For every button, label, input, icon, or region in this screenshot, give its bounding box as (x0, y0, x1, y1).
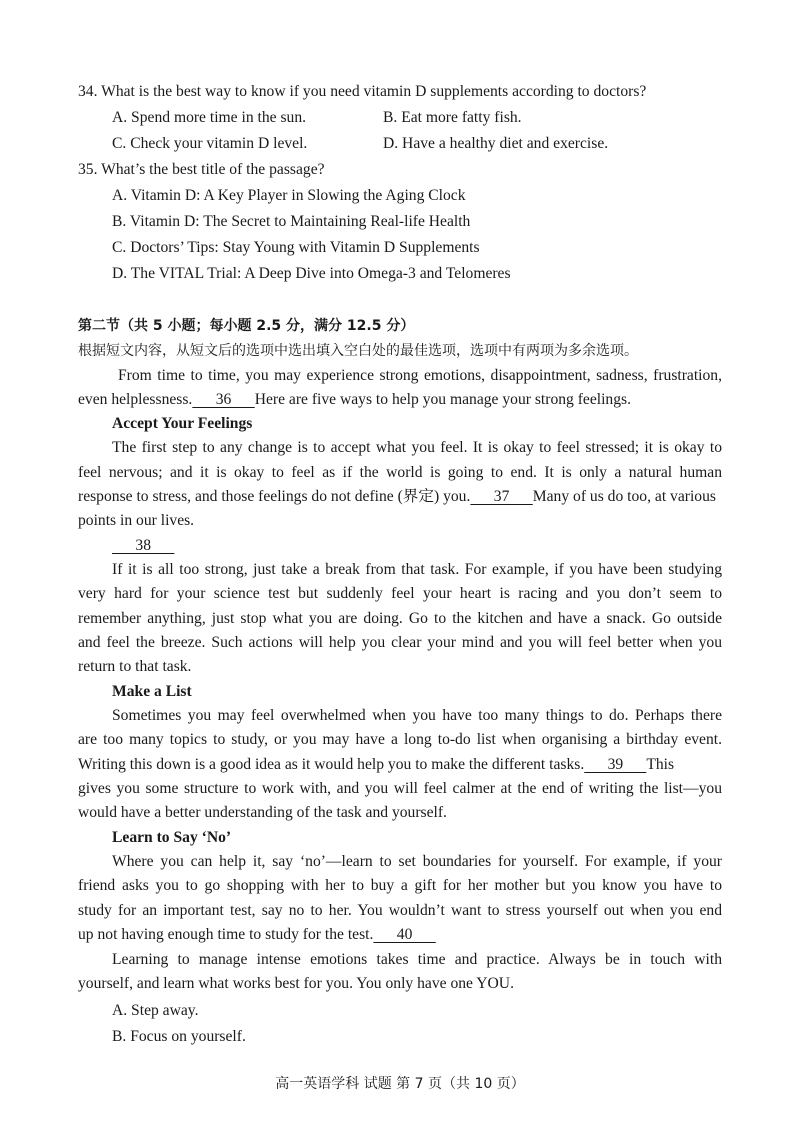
choice-b: B. Focus on yourself. (112, 1028, 246, 1045)
paragraph-line: remember anything, just stop what you are doing. Go to the kitchen and have a snack. Go outside (78, 610, 722, 627)
subheading-make-a-list: Make a List (112, 683, 192, 700)
paragraph-line: The first step to any change is to accept what you feel. It is okay to feel stressed; it is okay to (112, 439, 722, 456)
paragraph-line (78, 755, 674, 775)
question-35-option-b: B. Vitamin D: The Secret to Maintaining Real-life Health (112, 213, 471, 230)
paragraph-line: and feel the breeze. Such actions will help you clear your mind and you will feel better when you (78, 634, 722, 651)
passage-intro-line1: From time to time, you may experience strong emotions, disappointment, sadness, frustration, (118, 367, 722, 384)
page-footer: 高一英语学科 试题 第 7 页（共 10 页） (275, 1076, 525, 1092)
blank-37: 37 (470, 488, 533, 505)
paragraph-line: If it is all too strong, just take a break from that task. For example, if you have been studying (112, 561, 722, 578)
question-35-option-d: D. The VITAL Trial: A Deep Dive into Omega-3 and Telomeres (112, 265, 511, 282)
paragraph-line (78, 925, 436, 945)
paragraph-line: friend asks you to go shopping with her to buy a gift for her mother but you know you have to (78, 877, 722, 894)
question-34-option-a: A. Spend more time in the sun. (112, 109, 307, 126)
paragraph-line (78, 487, 716, 507)
blank-38: 38 (112, 537, 175, 554)
question-34-option-b: B. Eat more fatty fish. (383, 109, 522, 126)
question-34-option-c: C. Check your vitamin D level. (112, 135, 308, 152)
passage-text: Here are five ways to help you manage your strong feelings. (254, 391, 631, 408)
paragraph-line: very hard for your science test but suddenly feel your heart is racing and you don’t seem to (78, 585, 722, 602)
paragraph-line: Where you can help it, say ‘no’—learn to set boundaries for yourself. For example, if your (112, 853, 722, 870)
question-34-stem: 34. What is the best way to know if you need vitamin D supplements according to doctors? (78, 83, 647, 100)
paragraph-line: would have a better understanding of the task and yourself. (78, 804, 447, 821)
passage-text: Writing this down is a good idea as it would help you to make the different tasks. (78, 756, 585, 773)
paragraph-line: feel nervous; and it is okay to feel as if the world is going to end. It is only a natural human (78, 464, 722, 481)
passage-text: This (646, 756, 675, 773)
passage-text: Many of us do too, at various (532, 488, 716, 505)
paragraph-line: return to that task. (78, 658, 192, 675)
section-instruction: 根据短文内容，从短文后的选项中选出填入空白处的最佳选项，选项中有两项为多余选项。 (78, 343, 638, 359)
paragraph-line: Sometimes you may feel overwhelmed when you have too many things to do. Perhaps there (112, 707, 722, 724)
question-35-stem: 35. What’s the best title of the passage? (78, 161, 325, 178)
subheading-learn-to-say-no: Learn to Say ‘No’ (112, 829, 232, 846)
question-35-option-c: C. Doctors’ Tips: Stay Young with Vitamin D Supplements (112, 239, 480, 256)
choice-a: A. Step away. (112, 1002, 199, 1019)
passage-intro-line2 (78, 390, 631, 410)
question-35-option-a: A. Vitamin D: A Key Player in Slowing the Aging Clock (112, 187, 466, 204)
passage-text: up not having enough time to study for the test. (78, 926, 374, 943)
paragraph-line: are too many topics to study, or you may have a long to-do list when organising a birthday event. (78, 731, 722, 748)
paragraph-line: gives you some structure to work with, and you will feel calmer at the end of writing the list—you (78, 780, 722, 797)
section-heading: 第二节（共 5 小题；每小题 2.5 分，满分 12.5 分） (78, 318, 415, 334)
question-34-option-d: D. Have a healthy diet and exercise. (383, 135, 609, 152)
paragraph-line: yourself, and learn what works best for you. You only have one YOU. (78, 975, 514, 992)
blank-38-line (112, 536, 174, 556)
paragraph-line: Learning to manage intense emotions takes time and practice. Always be in touch with (112, 951, 722, 968)
blank-36: 36 (192, 391, 255, 408)
paragraph-line: study for an important test, say no to her. You wouldn’t want to stress yourself out when you end (78, 902, 722, 919)
blank-40: 40 (373, 926, 436, 943)
paragraph-line: points in our lives. (78, 512, 195, 529)
passage-text: response to stress, and those feelings do not define (界定) you. (78, 488, 471, 505)
subheading-accept-your-feelings: Accept Your Feelings (112, 415, 253, 432)
blank-39: 39 (584, 756, 647, 773)
passage-text: even helplessness. (78, 391, 193, 408)
